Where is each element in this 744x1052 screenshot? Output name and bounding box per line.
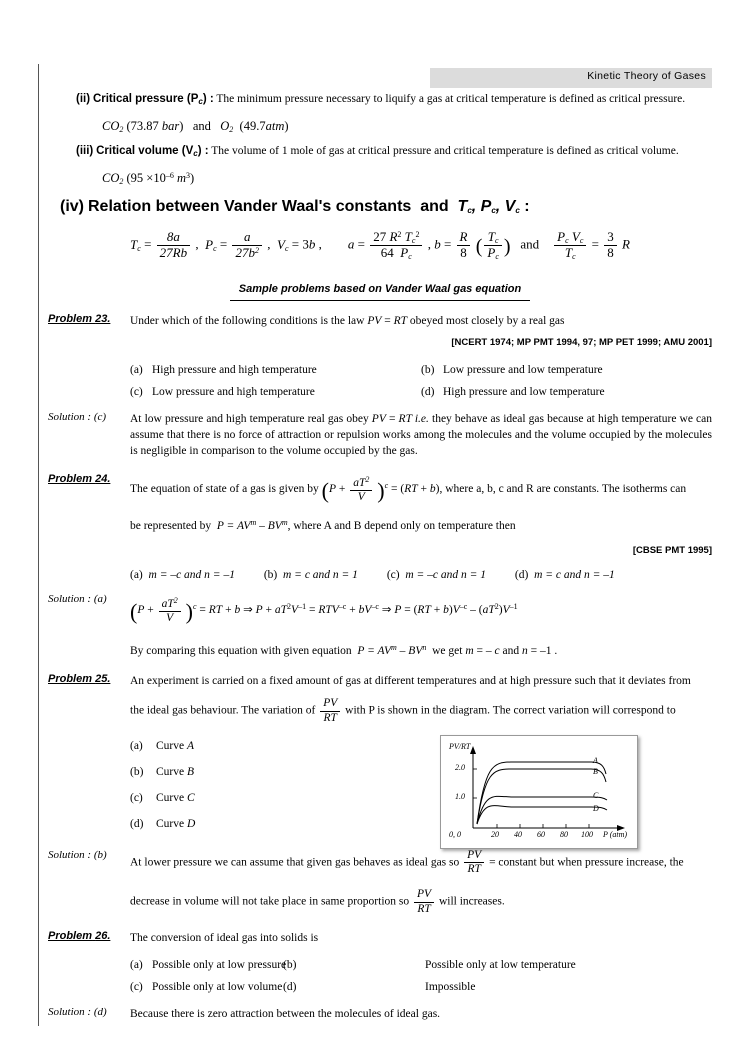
option-d[interactable]: (d) Impossible [283, 980, 476, 993]
option-a[interactable]: (a) Curve A [130, 739, 195, 752]
figure-curve-d-label: D [593, 804, 599, 813]
solution-26 [48, 1006, 712, 1022]
problem-25-label: Problem 25. [48, 673, 111, 686]
solution-24-derivation: (P + $\frac{aT^2}{V}$ )$^c$ = RT + b ⇒ $P + aT^2V^{-1} = RTV^{-c} + bV^{-c}$ ⇒ $P = (RT + b)V^{-c} - (aT^2)V^{-1}$ [130, 596, 518, 625]
marker-iv: (iv) [60, 198, 84, 215]
option-b[interactable]: (b) Possible only at low temperature [283, 958, 576, 971]
problem-24-ref: [CBSE PMT 1995] [632, 545, 712, 557]
page-header-title: Kinetic Theory of Gases [587, 70, 706, 82]
option-b[interactable]: (b) Curve B [130, 765, 195, 778]
problem-24-statement-line2: be represented by $P = AV^m - BV^m$, where A and B depend only on temperature then [130, 518, 516, 533]
example-critical-pressure: $CO_2$ (73.87 bar) and $O_2$ (49.7atm) [102, 119, 289, 134]
solution-24-label: Solution : (a) [48, 593, 107, 606]
equation-relations: $T_c$ = $\frac{8a}{27Rb}$ , $P_c$ = $\frac{a}{27b^2}$ , $V_c = 3b$ , a = $\frac{27 R^2 T_c^2}{64 P_c}$ , b = $\frac{R}{8}$ ( $\frac{T_c}{P_c}$ ) and $\frac{P_c V_c}{T_c}$ = $\frac{3}{8}$ R [130, 229, 630, 262]
problem-24-statement-line1: The equation of state of a gas is given by (P + $\frac{aT^2}{V}$ )$^c$ = (RT + b), where a, b, c and R are constants. The isotherms can [130, 475, 687, 504]
term-critical-volume: Critical volume $(V_c)$ : [96, 145, 209, 158]
problem-26 [48, 930, 712, 998]
figure-curve-a-label: A [593, 756, 598, 765]
option-a[interactable]: (a) m = –c and n = –1 [130, 569, 235, 582]
problem-25-statement-line2: the ideal gas behaviour. The variation of $\frac{PV}{RT}$ with P is shown in the diagram. The correct variation will correspond to [130, 697, 676, 724]
figure-ytick-2: 2.0 [455, 763, 465, 772]
problem-26-options [130, 954, 712, 998]
option-a[interactable]: (a) Possible only at low pressure [130, 958, 287, 971]
solution-24-conclusion: By comparing this equation with given equation $P = AV^m - BV^n$ we get m = – c and n = –1 . [130, 643, 558, 658]
solution-25-line2: decrease in volume will not take place in same proportion so $\frac{PV}{RT}$ will increases. [130, 888, 505, 915]
problem-23-label: Problem 23. [48, 313, 111, 326]
solution-25-label: Solution : (b) [48, 848, 107, 861]
text-critical-pressure: The minimum pressure necessary to liquify a gas at critical temperature is defined as critical pressure. [216, 93, 686, 105]
problem-26-statement: The conversion of ideal gas into solids is [130, 931, 319, 944]
solution-25 [48, 849, 712, 916]
heading-relation: Relation between Vander Waal's constants and $T_c$, $P_c$, $V_c$ : [88, 198, 530, 215]
solution-23-label: Solution : (c) [48, 411, 107, 424]
figure-xtick-60: 60 [537, 830, 545, 839]
problem-24 [48, 473, 712, 583]
option-b[interactable]: (b) m = c and n = 1 [263, 569, 358, 582]
problem-26-label: Problem 26. [48, 929, 111, 942]
heading-rule [230, 300, 530, 301]
solution-25-line1: At lower pressure we can assume that given gas behaves as ideal gas so $\frac{PV}{RT}$ = constant but when pressure increase, the [130, 848, 684, 876]
option-d[interactable]: (d) Curve D [130, 817, 196, 830]
problem-23-ref: [NCERT 1974; MP PMT 1994, 97; MP PET 1999; AMU 2001] [451, 337, 712, 349]
solution-24-body [130, 593, 712, 659]
option-b[interactable]: (b) Low pressure and low temperature [421, 364, 603, 377]
problem-23-body [130, 313, 712, 403]
para-relation-heading [48, 198, 712, 216]
marker-iii: (iii) [76, 145, 94, 157]
problem-24-label: Problem 24. [48, 473, 111, 486]
solution-26-label: Solution : (d) [48, 1005, 107, 1018]
figure-xtick-100: 100 [581, 830, 593, 839]
figure-xtick-80: 80 [560, 830, 568, 839]
figure-curve-c-label: C [593, 791, 599, 800]
figure-xlabel: P (atm) [603, 830, 628, 839]
option-c[interactable]: (c) Curve C [130, 791, 195, 804]
left-margin-rule [38, 64, 39, 1026]
solution-23 [48, 411, 712, 459]
figure-ytick-0: 0, 0 [449, 830, 461, 839]
marker-ii: (ii) [76, 93, 91, 105]
option-c[interactable]: (c) m = –c and n = 1 [386, 569, 487, 582]
figure-ylabel: PV/RT [449, 742, 471, 751]
problem-24-body [130, 473, 712, 583]
figure-xtick-20: 20 [491, 830, 499, 839]
option-c[interactable]: (c) Low pressure and high temperature [130, 386, 315, 399]
term-critical-pressure: Critical pressure $(P_c)$ : [92, 93, 214, 106]
figure-ytick-1: 1.0 [455, 792, 465, 801]
option-d[interactable]: (d) High pressure and low temperature [421, 386, 605, 399]
option-d[interactable]: (d) m = c and n = –1 [514, 569, 615, 582]
solution-26-text: Because there is zero attraction between the molecules of ideal gas. [130, 1007, 441, 1020]
problem-23-options [130, 359, 712, 403]
option-c[interactable]: (c) Possible only at low volume [130, 980, 283, 993]
document-content [48, 92, 712, 1022]
figure-curve-b-label: B [593, 767, 598, 776]
figure-xtick-40: 40 [514, 830, 522, 839]
option-a[interactable]: (a) High pressure and high temperature [130, 364, 317, 377]
text-critical-volume: The volume of 1 mole of gas at critical pressure and critical temperature is defined as critical volume. [211, 145, 679, 157]
problem-24-options [130, 567, 712, 583]
para-critical-volume [48, 144, 712, 161]
solution-23-text: At low pressure and high temperature real gas obey PV = RT i.e. they behave as ideal gas because at high temperature we can assume that there is no force of attraction or repulsion works among the molecules and the volume occupied by the molecules is negligible in comparison to the volume occupied by the gas. [130, 413, 712, 458]
para-critical-pressure [48, 92, 712, 109]
graph-figure [440, 735, 638, 849]
example-critical-volume: $CO_2$ ($95 \times 10^{-6}$ $m^3$) [102, 171, 195, 186]
problem-23 [48, 313, 712, 403]
problem-25-statement-line1: An experiment is carried on a fixed amount of gas at different temperatures and at high pressure such that it deviates from [130, 675, 691, 688]
sample-problems-heading: Sample problems based on Vander Waal gas equation [48, 279, 712, 301]
problem-23-statement: Under which of the following conditions is the law PV = RT obeyed most closely by a real gas [130, 315, 565, 328]
solution-25-body [130, 849, 712, 916]
problem-26-body [130, 930, 712, 998]
solution-24 [48, 593, 712, 659]
